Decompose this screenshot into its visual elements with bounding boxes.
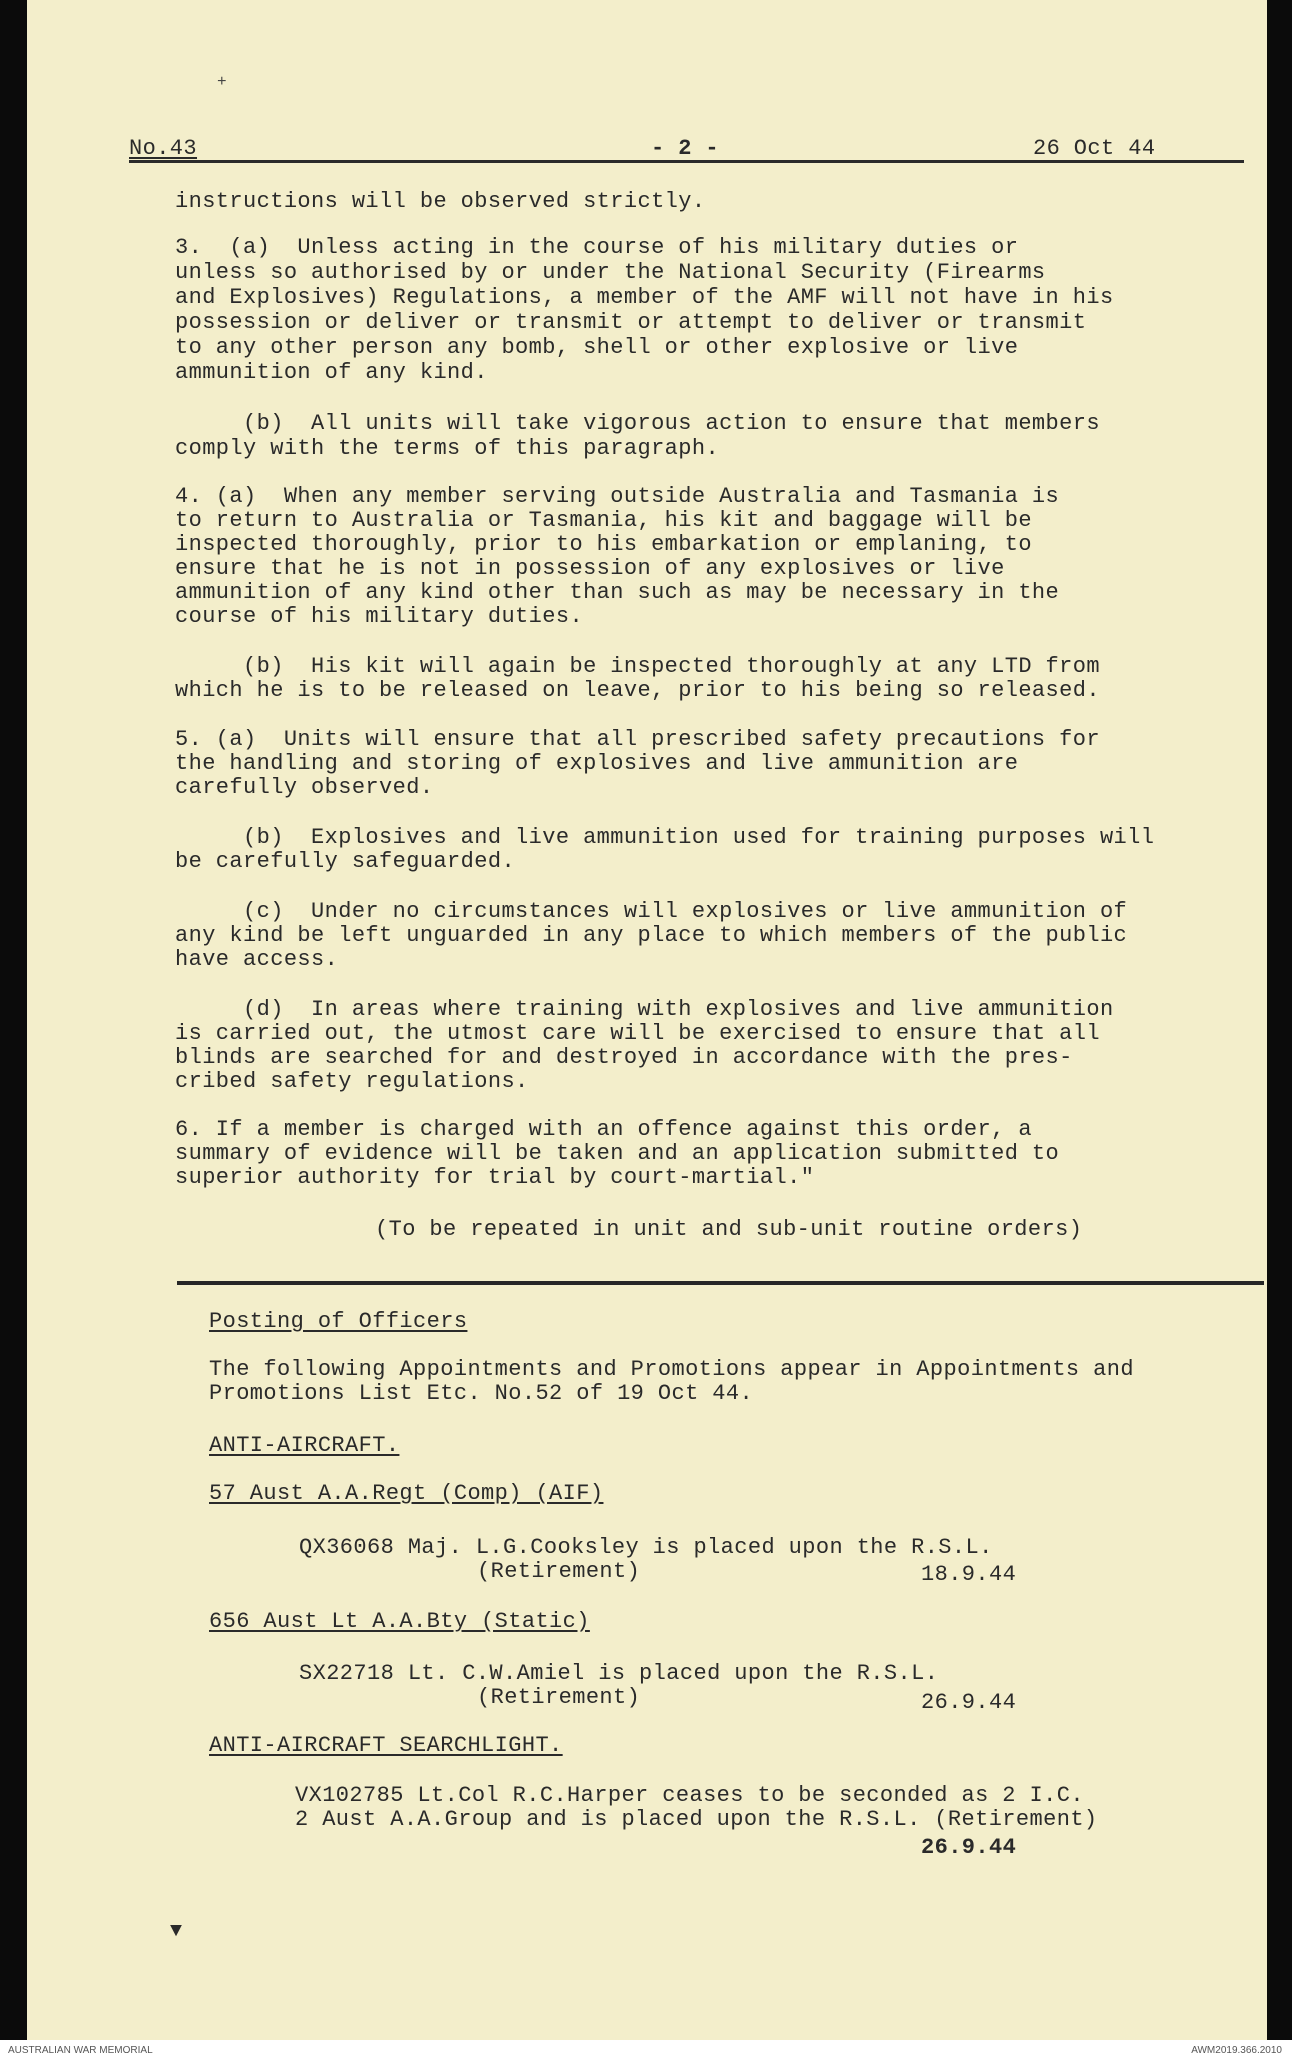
para-4b-line: (b) His kit will again be inspected thoroughly at any LTD from — [175, 654, 1100, 679]
repeat-note: (To be repeated in unit and sub-unit routine orders) — [375, 1217, 1083, 1242]
section-searchlight: ANTI-AIRCRAFT SEARCHLIGHT. — [209, 1733, 563, 1758]
section-separator — [177, 1281, 1264, 1285]
punch-mark: + — [217, 73, 228, 91]
para-3b-line: comply with the terms of this paragraph. — [175, 436, 720, 461]
para-4a-line: ensure that he is not in possession of any explosives or live — [175, 556, 1005, 581]
para-4a-line: ammunition of any kind other than such as may be necessary in the — [175, 580, 1060, 605]
para-3a-line: possession or deliver or transmit or attempt to deliver or transmit — [175, 310, 1087, 335]
para-5a-line: carefully observed. — [175, 775, 434, 800]
para-5c-line: have access. — [175, 947, 339, 972]
para-5d-line: (d) In areas where training with explosives and live ammunition — [175, 997, 1114, 1022]
document-page — [27, 0, 1267, 2040]
order-date: 26 Oct 44 — [1033, 136, 1156, 161]
para-5a-line: the handling and storing of explosives and live ammunition are — [175, 751, 1019, 776]
tag-mark: ▼ — [170, 1920, 183, 1943]
para-4b-line: which he is to be released on leave, prior to his being so released. — [175, 678, 1100, 703]
posting-intro-line: Promotions List Etc. No.52 of 19 Oct 44. — [209, 1381, 754, 1406]
para-6-line: 6. If a member is charged with an offence against this order, a — [175, 1117, 1032, 1142]
entry-line: 2 Aust A.A.Group and is placed upon the R.S.L. (Retirement) — [295, 1807, 1098, 1832]
entry-line: VX102785 Lt.Col R.C.Harper ceases to be seconded as 2 I.C. — [295, 1783, 1084, 1808]
para-4a-line: to return to Australia or Tasmania, his kit and baggage will be — [175, 508, 1032, 533]
entry-line: SX22718 Lt. C.W.Amiel is placed upon the R.S.L. — [299, 1661, 939, 1686]
entry-date: 26.9.44 — [921, 1690, 1017, 1715]
posting-title: Posting of Officers — [209, 1309, 468, 1334]
archive-footer — [0, 2040, 1292, 2061]
entry-line: QX36068 Maj. L.G.Cooksley is placed upon the R.S.L. — [299, 1535, 993, 1560]
para-5b-line: (b) Explosives and live ammunition used for training purposes will — [175, 825, 1155, 850]
continued-text: instructions will be observed strictly. — [175, 189, 706, 214]
para-6-line: summary of evidence will be taken and an application submitted to — [175, 1141, 1060, 1166]
para-4a-line: inspected thoroughly, prior to his embarkation or emplaning, to — [175, 532, 1032, 557]
para-4a-line: course of his military duties. — [175, 604, 584, 629]
unit-heading: 656 Aust Lt A.A.Bty (Static) — [209, 1609, 590, 1634]
para-3a-line: 3. (a) Unless acting in the course of his military duties or — [175, 235, 1019, 260]
para-5c-line: any kind be left unguarded in any place to which members of the public — [175, 923, 1128, 948]
footer-left: AUSTRALIAN WAR MEMORIAL — [8, 2045, 153, 2056]
para-5c-line: (c) Under no circumstances will explosives or live ammunition of — [175, 899, 1128, 924]
footer-right: AWM2019.366.2010 — [1191, 2045, 1282, 2056]
para-5d-line: cribed safety regulations. — [175, 1069, 529, 1094]
para-3a-line: ammunition of any kind. — [175, 360, 488, 385]
para-5b-line: be carefully safeguarded. — [175, 849, 516, 874]
para-5d-line: is carried out, the utmost care will be exercised to ensure that all — [175, 1021, 1100, 1046]
para-3b-line: (b) All units will take vigorous action to ensure that members — [175, 411, 1100, 436]
entry-line: (Retirement) — [477, 1559, 641, 1584]
unit-heading: 57 Aust A.A.Regt (Comp) (AIF) — [209, 1481, 604, 1506]
para-6-line: superior authority for trial by court-martial." — [175, 1165, 815, 1190]
header-rule — [129, 160, 1244, 163]
para-5a-line: 5. (a) Units will ensure that all prescribed safety precautions for — [175, 727, 1100, 752]
order-number: No.43 — [129, 136, 198, 161]
entry-date: 18.9.44 — [921, 1562, 1017, 1587]
para-3a-line: and Explosives) Regulations, a member of the AMF will not have in his — [175, 285, 1114, 310]
para-4a-line: 4. (a) When any member serving outside Australia and Tasmania is — [175, 484, 1060, 509]
para-3a-line: unless so authorised by or under the National Security (Firearms — [175, 260, 1046, 285]
para-3a-line: to any other person any bomb, shell or other explosive or live — [175, 335, 1019, 360]
section-anti-aircraft: ANTI-AIRCRAFT. — [209, 1433, 400, 1458]
para-5d-line: blinds are searched for and destroyed in accordance with the pres- — [175, 1045, 1073, 1070]
entry-date: 26.9.44 — [921, 1835, 1017, 1860]
posting-intro-line: The following Appointments and Promotions appear in Appointments and — [209, 1357, 1134, 1382]
page-number: - 2 - — [651, 136, 720, 161]
entry-line: (Retirement) — [477, 1685, 641, 1710]
